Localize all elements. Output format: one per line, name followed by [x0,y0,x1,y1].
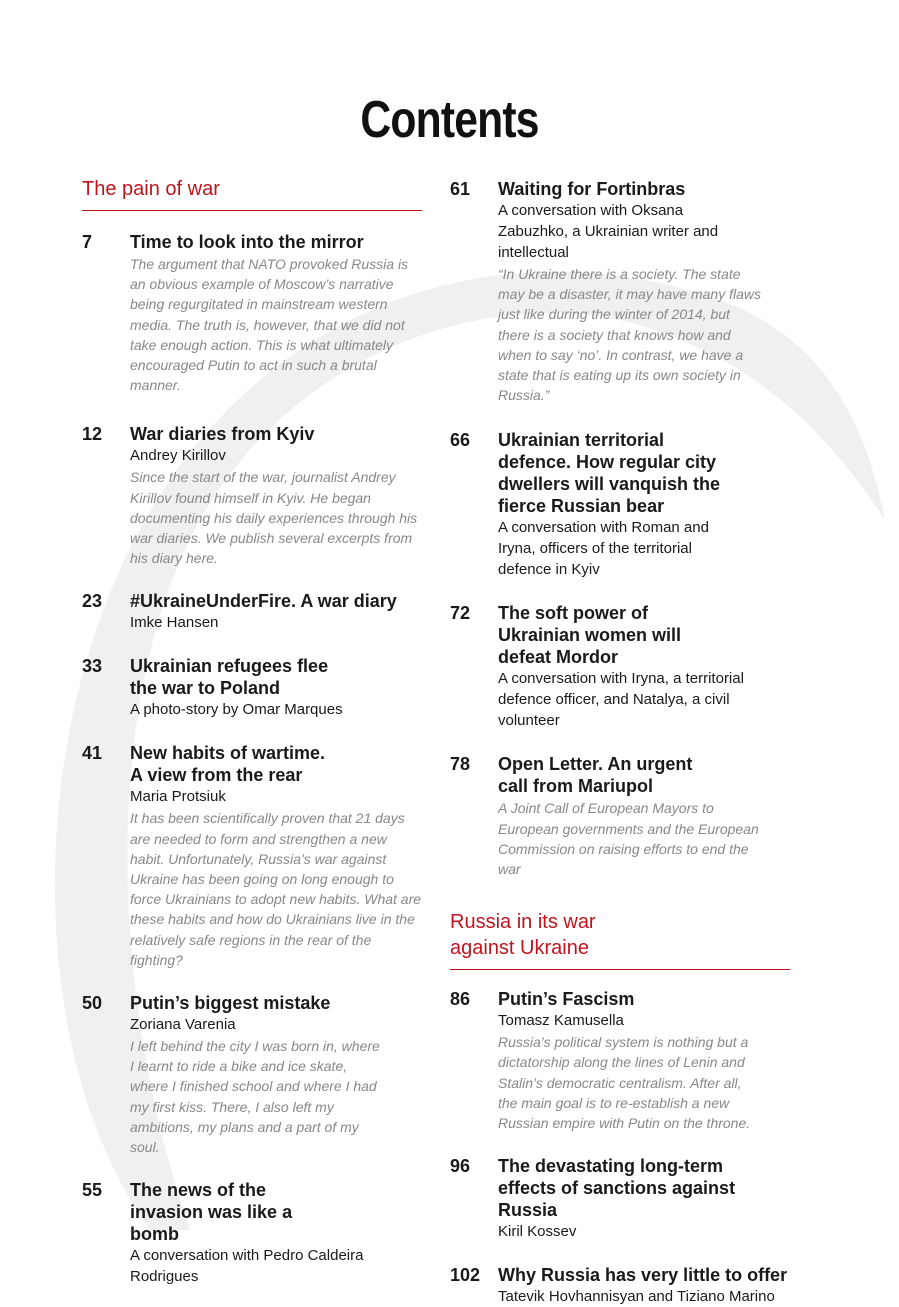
entry-title: Putin’s Fascism [498,989,635,1010]
left-column [82,176,422,1287]
entry-title: Open Letter. An urgent call from Mariupol [498,754,693,797]
toc-entry[interactable] [450,602,790,731]
toc-entry[interactable] [82,423,422,568]
entry-description: “In Ukraine there is a society. The state may be a disaster, it may have many flaws just like during the winter of 2014, but there is a society that knows how and when to say ‘no’. In contrast, we have a state that is eating up its own society in Russia.” [498,266,761,404]
entry-description: Since the start of the war, journalist Andrey Kirillov found himself in Kyiv. He began documenting his daily experiences through his war diaries. We publish several excerpts from his diary here. [130,469,418,567]
page-number: 55 [82,1180,103,1201]
entry-description: A Joint Call of European Mayors to European governments and the European Commission on raising efforts to end the war [498,800,759,878]
right-column [450,176,790,1307]
toc-entry[interactable] [450,429,790,580]
toc-entry[interactable] [82,992,422,1157]
entry-description: Russia’s political system is nothing but a dictatorship along the lines of Lenin and Stalin’s democratic centralism. After all, the main goal is to re-establish a new Russian empire with Putin on the throne. [498,1034,751,1132]
entry-title: New habits of wartime. A view from the rear [130,743,326,786]
page-title: Contents [360,91,539,149]
entry-title: #UkraineUnderFire. A war diary [130,591,397,612]
entry-author: Andrey Kirillov [130,447,226,465]
section-heading-pain-of-war: The pain of war [82,176,422,211]
toc-entry[interactable] [450,753,790,879]
page-number: 23 [82,591,103,612]
entry-author: A photo-story by Omar Marques [130,701,343,719]
entry-title: The soft power of Ukrainian women will defeat Mordor [498,603,682,668]
entry-title: Waiting for Fortinbras [498,179,686,199]
page-number: 86 [450,989,471,1010]
toc-entry[interactable] [450,178,790,405]
entry-author: A conversation with Pedro Caldeira Rodrigues [130,1247,364,1286]
section-heading-text: Russia in its war against Ukraine [450,911,596,960]
toc-entry[interactable] [82,1179,422,1287]
entry-title: Ukrainian territorial defence. How regular city dwellers will vanquish the fierce Russian bear [498,430,721,517]
toc-entry[interactable] [82,590,422,633]
toc-entry[interactable] [82,231,422,395]
toc-entry[interactable] [82,655,422,720]
page-number: 61 [450,179,471,199]
entry-title: The devastating long-term effects of sanctions against Russia [498,1156,736,1221]
page-number: 12 [82,424,103,445]
toc-entry[interactable] [450,988,790,1133]
section-heading-russia-war [450,909,790,970]
entry-description: It has been scientifically proven that 21 days are needed to form and strengthen a new habit. Unfortunately, Russia’s war against Ukraine has been going on long enough to force Ukrainians to adopt new habits. What are these habits and how do Ukrainians live in the relatively safe regions in the rear of the fighting? [130,810,422,968]
page-number: 50 [82,993,103,1014]
page-number: 96 [450,1156,471,1177]
entry-author: Maria Protsiuk [130,788,226,806]
toc-entry[interactable] [82,742,422,970]
entry-author: Imke Hansen [130,614,219,632]
entry-author: A conversation with Iryna, a territorial defence officer, and Natalya, a civil volunteer [498,670,744,730]
page-number: 72 [450,603,471,624]
entry-author: A conversation with Roman and Iryna, officers of the territorial defence in Kyiv [498,519,709,579]
entry-title: Putin’s biggest mistake [130,993,331,1014]
entry-title: War diaries from Kyiv [130,424,315,445]
page-number: 7 [82,232,93,252]
entry-author: Tatevik Hovhannisyan and Tiziano Marino [498,1288,775,1306]
entry-title: Why Russia has very little to offer [498,1265,788,1286]
toc-entry[interactable] [450,1155,790,1242]
entry-title: The news of the invasion was like a bomb [130,1180,293,1245]
entry-description: I left behind the city I was born in, where I learnt to ride a bike and ice skate, where I finished school and where I had my first kiss. There, I also left my ambitions, my plans and a part of my soul. [130,1038,380,1156]
entry-title: Ukrainian refugees flee the war to Poland [130,656,329,699]
entry-author: Tomasz Kamusella [498,1012,624,1030]
page-number: 66 [450,430,471,451]
entry-title: Time to look into the mirror [130,232,364,252]
entry-author: A conversation with Oksana Zabuzhko, a Ukrainian writer and intellectual [498,202,719,261]
entry-description: The argument that NATO provoked Russia is an obvious example of Moscow’s narrative being regurgitated in mainstream western media. The truth is, however, that we did not take enough action. This is what ultimately encouraged Putin to act in such a brutal manner. [130,256,409,394]
page-number: 78 [450,754,471,775]
page-number: 41 [82,743,103,764]
entry-author: Zoriana Varenia [130,1016,236,1034]
toc-entry[interactable] [450,1264,790,1307]
page-number: 33 [82,656,103,677]
page-number: 102 [450,1265,481,1286]
entry-author: Kiril Kossev [498,1223,577,1241]
